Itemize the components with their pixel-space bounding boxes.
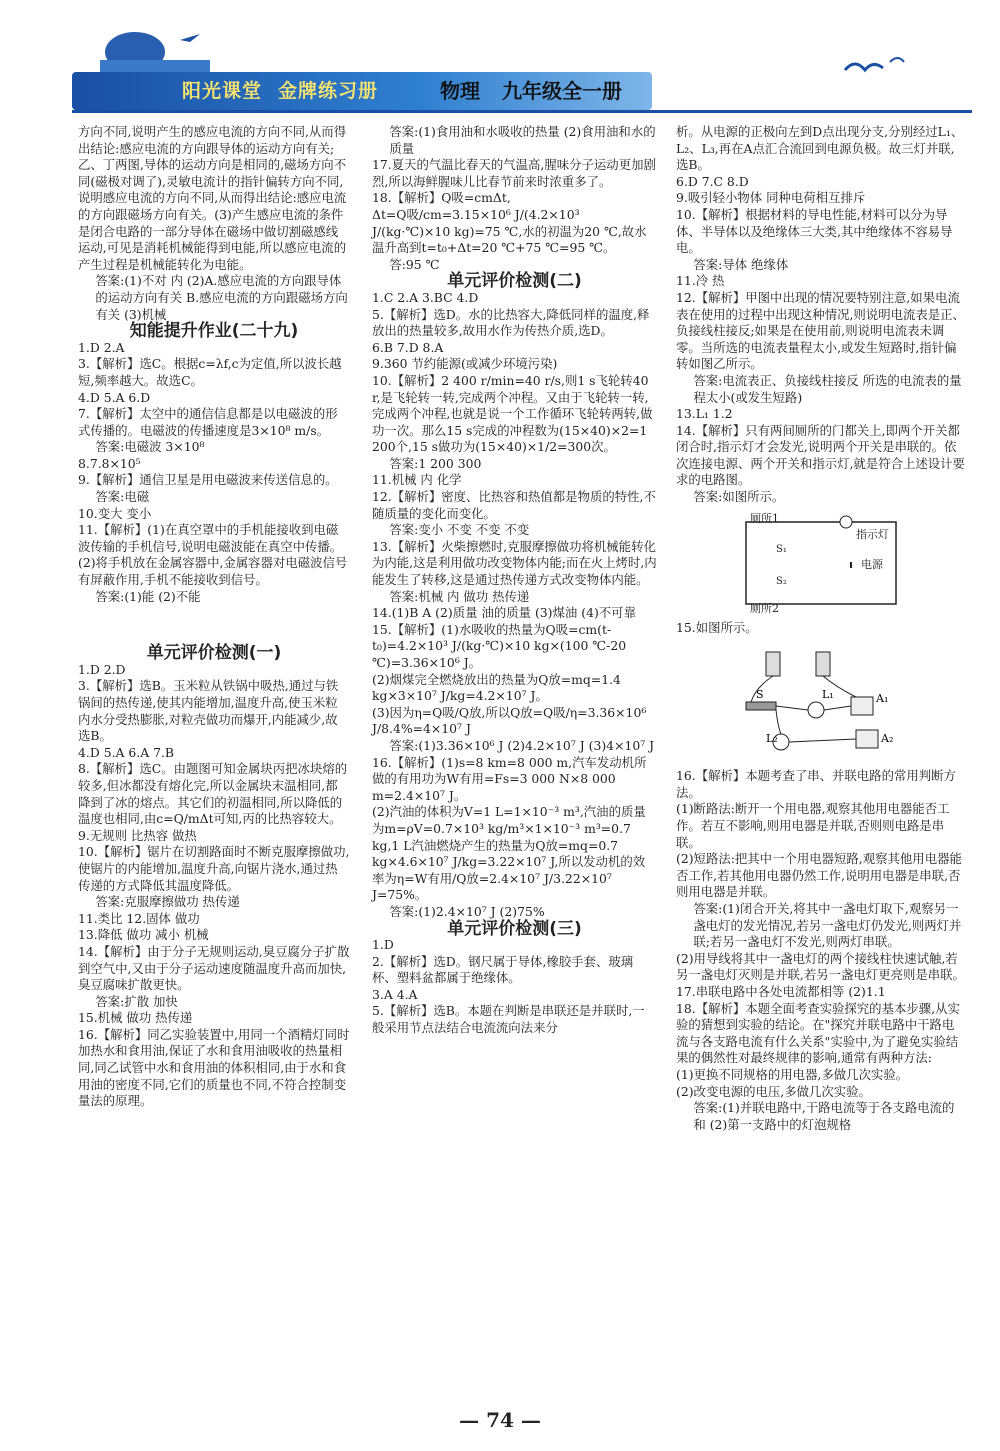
answer-line: 5.【解析】选B。本题在判断是串联还是并联时,一般采用节点法结合电流流向法来分 [372,1003,645,1036]
bulb-icon [808,702,824,718]
answer-line: 答案:机械 内 做功 热传递 [389,588,530,604]
answer-line: 答案:(1)并联电路中,干路电流等于各支路电流的和 (2)第一支路中的灯泡规格 [693,1100,955,1132]
answer-line: 11.冷 热 [676,273,725,289]
answer-line: 10.【解析】根据材料的导电性能,材料可以分为导体、半导体以及绝缘体三大类,其中绝缘体不容易导电。 [676,206,953,256]
answer-line: 13.L₁ 1.2 [676,406,733,422]
ammeter-icon [856,730,878,748]
subject-grade [440,72,622,110]
battery-icon [766,652,780,676]
column-1 [78,124,350,1110]
answer-line: 答案:(1)能 (2)不能 [95,588,201,604]
answer-line: 4.D 5.A 6.D [78,389,151,405]
answer-line: (2)汽油的体积为V=1 L=1×10⁻³ m³,汽油的质量为m=ρV=0.7×10³ kg/m³×1×10⁻³ m³=0.7 kg,1 L汽油燃烧产生的热量为Q放=mq=0.7 kg×4.6×10⁷ J/kg=3.22×10⁷ J,所以发动机的效率为η=W有用/Q放=2.4×10⁷ J/3.22×10⁷ J=75%。 [372,804,646,903]
answer-line: 答案:电磁波 3×10⁸ [95,439,205,455]
answer-line: 答案:扩散 加快 [95,993,178,1009]
toilet-circuit-diagram [736,512,906,614]
answer-line: 13.降低 做功 减小 机械 [78,927,209,943]
answer-line: 4.D 5.A 6.A 7.B [78,744,175,760]
answer-line: 答案:变小 不变 不变 不变 [389,522,530,538]
answer-line: 9.【解析】通信卫星是用电磁波来传送信息的。 [78,472,338,488]
answer-line: 11.类比 12.固体 做功 [78,910,200,926]
answer-line: 5.【解析】选D。水的比热容大,降低同样的温度,释放出的热量较多,故用水作为传热介质,选D。 [372,306,650,339]
answer-line: 14.【解析】只有两间厕所的门都关上,即两个开关都闭合时,指示灯才会发光,说明两个开关是串联的。依次连接电源、两个开关和指示灯,就是符合上述设计要求的电路图。 [676,422,965,488]
answer-line: 1.D [372,937,394,953]
answer-line: 答案:(1)2.4×10⁷ J (2)75% [389,903,545,919]
answer-line: 16.【解析】同乙实验装置中,用同一个酒精灯同时加热水和食用油,保证了水和食用油吸收的热量相同,同乙试管中水和食用油的体积相同,由于水和食用油的密度不同,它们的质量也不同,不符合控制变量法的原理。 [78,1026,350,1109]
answer-line: 8.【解析】选C。由题图可知金属块丙把冰块熔的较多,但冰都没有熔化完,所以金属块末温相同,都降到了冰的熔点。其它们的初温相同,所以降低的温度也相同,由c=Q/mΔt可知,丙的比热容较大。 [78,761,348,827]
answer-line: 1.D 2.D [78,661,126,677]
label-source: 电源 [861,557,883,571]
parallel-circuit-diagram [736,642,906,762]
column-2 [372,124,657,1037]
answer-line: 6.B 7.D 8.A [372,339,444,355]
answer-line: 析。从电源的正极向左到D点出现分支,分别经过L₁、L₂、L₃,再在A点汇合流回到电源负极。故三灯并联,选B。 [676,124,964,173]
answer-line: 9.吸引轻小物体 同种电荷相互排斥 [676,190,866,206]
answer-line: 15.【解析】(1)水吸收的热量为Q吸=cm(t-t₀)=4.2×10³ J/(kg·℃)×10 kg×(100 ℃-20 ℃)=3.36×10⁶ J。 [372,621,627,670]
answer-line: 答案:1 200 300 [389,455,482,471]
answer-line: 17.串联电路中各处电流都相等 (2)1.1 [676,983,886,999]
answer-line: 3.【解析】选C。根据c=λf,c为定值,所以波长越短,频率越大。故选C。 [78,356,342,388]
section-title: 知能提升作业(二十九) [129,321,299,342]
label-l2: L₂ [766,732,778,746]
label-indicator: 指示灯 [856,527,889,541]
book-title [182,72,378,110]
answer-line: (2)改变电源的电压,多做几次实验。 [676,1083,871,1099]
answer-line: 12.【解析】甲图中出现的情况要特别注意,如果电流表在使用的过程中出现这种情况,则说明电流表是正、负接线柱接反;如果是在使用前,则说明电流表未调零。当所选的电流表量程太小,或发生短路时,指针偏转如图乙所示。 [676,289,965,372]
section-title: 单元评价检测(二) [447,271,582,292]
answer-line: 3.【解析】选B。玉米粒从铁锅中吸热,通过与铁锅间的热传递,使其内能增加,温度升高,使玉米粒内水分受热膨胀,对粒壳做功而爆开,内能减少,故选B。 [78,678,339,744]
answer-line: (2)短路法:把其中一个用电器短路,观察其他用电器能否工作,若其他用电器仍然工作,说明用电器是串联,否则用电器是并联。 [676,851,962,900]
answer-line: 10.【解析】锯片在切割路面时不断克服摩擦做功,使锯片的内能增加,温度升高,向锯片浇水,通过热传递的方式降低其温度降低。 [78,844,350,893]
paragraph: 方向不同,说明产生的感应电流的方向不同,从而得出结论:感应电流的方向跟导体的运动方向有关;乙、丁两图,导体的运动方向是相同的,磁场方向不同(磁极对调了),灵敏电流计的指针偏转方向不同,说明感应电流的方向不同,从而得出结论:感应电流的方向跟磁场方向有关。(3)产生感应电流的条件是闭合电路的一部分导体在磁场中做切割磁感线运动,可见是消耗机械能得到电能,所以感应电流的产生过程是机械能转化为电能。 [78,124,347,272]
answer-line: 答案:克服摩擦做功 热传递 [95,894,240,910]
answer-line: 答案:导体 绝缘体 [693,256,789,272]
book-title-part1: 阳光课堂 [182,80,263,102]
book-title-part2: 金牌练习册 [278,80,379,102]
section-title: 单元评价检测(一) [146,643,282,664]
answer-line: 10.【解析】2 400 r/min=40 r/s,则1 s飞轮转40 r,是飞轮转一转,完成两个冲程。又由于飞轮转一转,完成两个冲程,也就是说一个工作循环飞轮转两转,做功一次。那么15 s完成的冲程数为(15×40)×2=1 200个,15 s做功为(15×40)×1/2=300次。 [372,372,653,455]
answer-line: 12.【解析】密度、比热容和热值都是物质的特性,不随质量的变化而变化。 [372,489,656,521]
label-s2: S₂ [776,575,787,587]
answer-line: 答案:如图所示。 [693,489,785,505]
answer-line: 6.D 7.C 8.D [676,173,749,189]
answer-line: (3)因为η=Q吸/Q放,所以Q放=Q吸/η=3.36×10⁶ J/8.4%=4×10⁷ J [372,704,647,737]
answer-line: 3.A 4.A [372,986,418,1002]
answer-line: 答案:(1)不对 内 (2)A.感应电流的方向跟导体的运动方向有关 B.感应电流的方向跟磁场方向有关 (3)机械 [95,273,348,322]
label-s1: S₁ [776,543,787,555]
answer-line: 答案:(1)闭合开关,将其中一盏电灯取下,观察另一盏电灯的发光情况,若另一盏电灯仍发光,则两灯并联;若另一盏电灯不发光,则两灯串联。 [693,901,962,950]
grade: 九年级全一册 [502,79,622,103]
answer-line: 答:95 ℃ [389,256,440,272]
answer-line: (2)用导线将其中一盏电灯的两个接线柱快速试触,若另一盏电灯灭则是并联,若另一盏电灯更亮则是串联。 [676,950,965,983]
label-a1: A₁ [876,692,889,706]
page-number: — 74 — [459,1408,541,1432]
answer-line: Δt=Q吸/cm=3.15×10⁶ J/(4.2×10³ J/(kg·℃)×10 kg)=75 ℃,水的初温为20 ℃,故水温升高到t=t₀+Δt=20 ℃+75 ℃=95 ℃。 [372,206,647,256]
label-l1: L₁ [822,688,834,702]
answer-line: 7.【解析】太空中的通信信息都是以电磁波的形式传播的。电磁波的传播速度是3×10⁸ m/s。 [78,406,338,438]
answer-line: 答案:(1)食用油和水吸收的热量 (2)食用油和水的质量 [389,124,656,156]
answer-line: 17.夏天的气温比春天的气温高,腥味分子运动更加剧烈,所以海鲜腥味儿比春节前来时浓重多了。 [372,157,656,189]
answer-line: 2.【解析】选D。钢尺属于导体,橡胶手套、玻璃杯、塑料盆都属于绝缘体。 [372,953,634,986]
answer-line: 11.【解析】(1)在真空罩中的手机能接收到电磁波传输的手机信号,说明电磁波能在真空中传播。(2)将手机放在金属容器中,金属容器对电磁波信号有屏蔽作用,手机不能接收到信号。 [78,522,348,588]
answer-line: (1)更换不同规格的用电器,多做几次实验。 [676,1066,909,1082]
ammeter-icon [851,697,873,715]
answer-line: 1.C 2.A 3.BC 4.D [372,289,479,305]
answer-line: 16.【解析】(1)s=8 km=8 000 m,汽车发动机所做的有用功为W有用=Fs=3 000 N×8 000 m=2.4×10⁷ J。 [372,754,647,803]
answer-line: 8.7.8×10⁵ [78,455,141,471]
answer-line: 9.无规则 比热容 做热 [78,827,197,843]
birds-icon [840,50,920,80]
section-title: 单元评价检测(三) [447,918,582,939]
answer-line: 11.机械 内 化学 [372,472,462,488]
answer-line: 15.如图所示。 [676,619,758,635]
answer-line: 答案:电磁 [95,489,150,505]
answer-line: 14.(1)B A (2)质量 油的质量 (3)煤油 (4)不可靠 [372,605,636,621]
answer-line: 1.D 2.A [78,339,125,355]
answer-line: 18.【解析】Q吸=cmΔt, [372,190,511,206]
page-header [0,0,1000,118]
answer-line: 10.变大 变小 [78,505,152,521]
column-3 [676,124,966,1133]
answer-line: 答案:电流表正、负接线柱接反 所选的电流表的量程太小(或发生短路) [693,372,962,405]
subject: 物理 [440,79,480,103]
answer-line: 16.【解析】本题考查了串、并联电路的常用判断方法。 [676,768,956,800]
header-rule [72,110,972,113]
label-s: S [756,688,764,702]
answer-line: 答案:(1)3.36×10⁶ J (2)4.2×10⁷ J (3)4×10⁷ J [389,737,655,753]
answer-line: 13.【解析】火柴擦燃时,克服摩擦做功将机械能转化为内能,这是利用做功改变物体内能;而在火上烤时,内能发生了转移,这是通过热传递方式改变物体内能。 [372,538,657,588]
label-toilet-2: 厕所2 [750,601,779,614]
lamp-icon [840,516,852,528]
label-toilet-1: 厕所1 [750,511,779,525]
answer-line: (1)断路法:断开一个用电器,观察其他用电器能否工作。若互不影响,则用电器是并联,否则则电路是串联。 [676,801,950,850]
answer-line: 14.【解析】由于分子无规则运动,臭豆腐分子扩散到空气中,又由于分子运动速度随温度升高而加快,臭豆腐味扩散更快。 [78,943,350,993]
battery-icon [816,652,830,676]
answer-line: 18.【解析】本题全面考查实验探究的基本步骤,从实验的猜想到实验的结论。在"探究并联电路中干路电流与各支路电流有什么关系"实验中,为了避免实验结果的偶然性对最终规律的影响,通常有两种方法: [676,1000,960,1066]
answer-line: (2)烟煤完全燃烧放出的热量为Q放=mq=1.4 kg×3×10⁷ J/kg=4.2×10⁷ J。 [372,671,621,704]
label-a2: A₂ [881,732,894,746]
answer-line: 9.360 节约能源(或减少环境污染) [372,356,558,372]
switch-icon [746,702,776,710]
answer-line: 15.机械 做功 热传递 [78,1010,193,1026]
